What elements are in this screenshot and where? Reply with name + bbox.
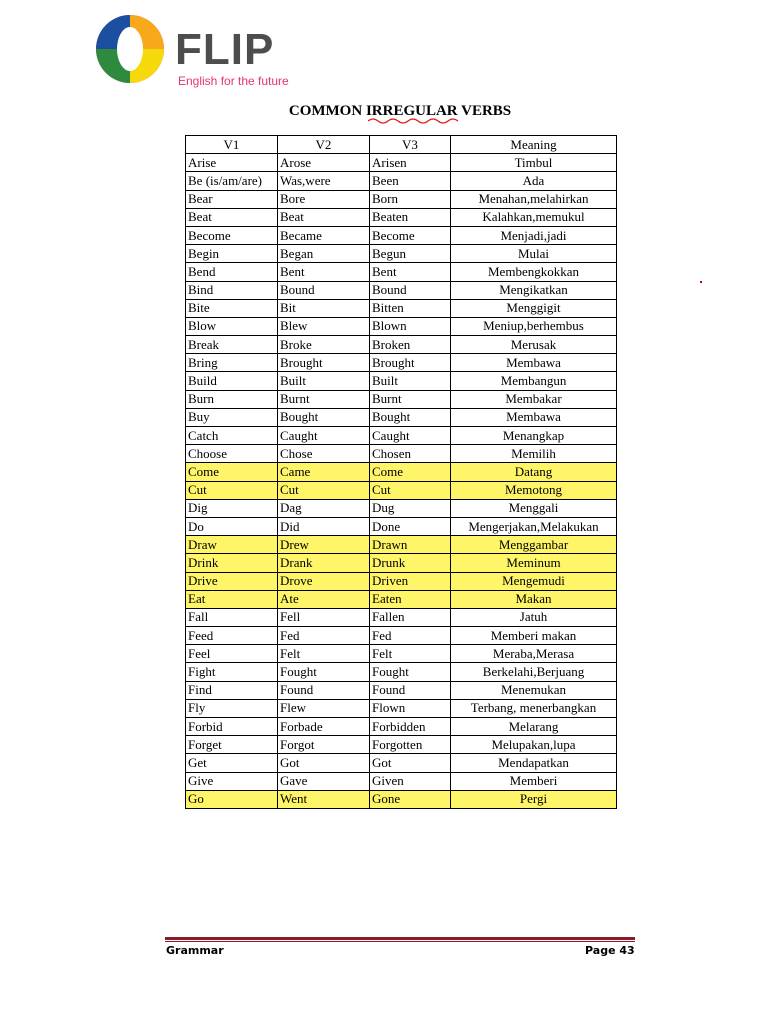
cell-v2: Did xyxy=(278,517,370,535)
cell-meaning: Mengikatkan xyxy=(451,281,617,299)
table-row xyxy=(186,699,617,717)
cell-meaning: Jatuh xyxy=(451,608,617,626)
cell-meaning: Berkelahi,Berjuang xyxy=(451,663,617,681)
cell-meaning: Menggigit xyxy=(451,299,617,317)
cell-v3: Burnt xyxy=(370,390,451,408)
cell-v1: Dig xyxy=(186,499,278,517)
cell-v1: Forget xyxy=(186,736,278,754)
cell-v3: Forbidden xyxy=(370,718,451,736)
cell-meaning: Meraba,Merasa xyxy=(451,645,617,663)
cell-v3: Blown xyxy=(370,317,451,335)
cell-v2: Broke xyxy=(278,336,370,354)
cell-meaning: Membengkokkan xyxy=(451,263,617,281)
cell-v1: Bind xyxy=(186,281,278,299)
cell-v2: Bore xyxy=(278,190,370,208)
cell-v3: Bitten xyxy=(370,299,451,317)
cell-v1: Bite xyxy=(186,299,278,317)
cell-v2: Bit xyxy=(278,299,370,317)
title-prefix: COMMON xyxy=(288,103,363,119)
cell-v1: Bear xyxy=(186,190,278,208)
table-row xyxy=(186,572,617,590)
table-row xyxy=(186,208,617,226)
cell-v2: Blew xyxy=(278,317,370,335)
cell-v3: Been xyxy=(370,172,451,190)
header-v2: V2 xyxy=(278,136,370,154)
cell-meaning: Terbang, menerbangkan xyxy=(451,699,617,717)
cell-v2: Fought xyxy=(278,663,370,681)
cell-v3: Built xyxy=(370,372,451,390)
cell-v1: Drive xyxy=(186,572,278,590)
cell-v3: Driven xyxy=(370,572,451,590)
cell-v3: Beaten xyxy=(370,208,451,226)
cell-v2: Came xyxy=(278,463,370,481)
cell-meaning: Mengemudi xyxy=(451,572,617,590)
cell-v3: Broken xyxy=(370,336,451,354)
flip-logo-icon xyxy=(95,14,165,84)
cell-v3: Drunk xyxy=(370,554,451,572)
table-row xyxy=(186,336,617,354)
cell-v2: Cut xyxy=(278,481,370,499)
cell-v3: Got xyxy=(370,754,451,772)
cell-v3: Flown xyxy=(370,699,451,717)
cell-v1: Buy xyxy=(186,408,278,426)
cell-v2: Began xyxy=(278,245,370,263)
cell-v2: Bound xyxy=(278,281,370,299)
cell-v2: Bought xyxy=(278,408,370,426)
cell-v1: Arise xyxy=(186,154,278,172)
cell-v2: Drew xyxy=(278,536,370,554)
cell-v2: Burnt xyxy=(278,390,370,408)
title-suffix: VERBS xyxy=(461,103,512,119)
cell-meaning: Mengerjakan,Melakukan xyxy=(451,517,617,535)
cell-v2: Forgot xyxy=(278,736,370,754)
cell-v2: Found xyxy=(278,681,370,699)
table-body xyxy=(186,154,617,809)
cell-v1: Cut xyxy=(186,481,278,499)
cell-v3: Drawn xyxy=(370,536,451,554)
cell-v1: Give xyxy=(186,772,278,790)
cell-meaning: Membangun xyxy=(451,372,617,390)
table-row xyxy=(186,608,617,626)
table-row xyxy=(186,245,617,263)
cell-meaning: Memilih xyxy=(451,445,617,463)
cell-v1: Build xyxy=(186,372,278,390)
header-meaning: Meaning xyxy=(451,136,617,154)
table-row xyxy=(186,281,617,299)
cell-meaning: Memotong xyxy=(451,481,617,499)
irregular-verbs-table xyxy=(185,135,617,809)
cell-v1: Choose xyxy=(186,445,278,463)
cell-v1: Catch xyxy=(186,427,278,445)
cell-v3: Cut xyxy=(370,481,451,499)
cell-meaning: Melarang xyxy=(451,718,617,736)
table-row xyxy=(186,372,617,390)
cell-v2: Arose xyxy=(278,154,370,172)
table-row xyxy=(186,736,617,754)
cell-v1: Fight xyxy=(186,663,278,681)
table-header-row xyxy=(186,136,617,154)
cell-meaning: Membawa xyxy=(451,408,617,426)
table-row xyxy=(186,718,617,736)
cell-v3: Dug xyxy=(370,499,451,517)
table-row xyxy=(186,645,617,663)
footer-page-number: Page 43 xyxy=(585,944,635,957)
cell-v2: Caught xyxy=(278,427,370,445)
cell-meaning: Pergi xyxy=(451,790,617,808)
cell-v2: Ate xyxy=(278,590,370,608)
cell-v2: Fell xyxy=(278,608,370,626)
cell-v1: Bend xyxy=(186,263,278,281)
cell-v3: Fought xyxy=(370,663,451,681)
cell-v1: Eat xyxy=(186,590,278,608)
cell-v1: Fly xyxy=(186,699,278,717)
cell-v2: Got xyxy=(278,754,370,772)
header-v3: V3 xyxy=(370,136,451,154)
cell-v2: Fed xyxy=(278,627,370,645)
table-row xyxy=(186,536,617,554)
cell-v2: Drank xyxy=(278,554,370,572)
cell-v1: Blow xyxy=(186,317,278,335)
table-row xyxy=(186,627,617,645)
table-row xyxy=(186,445,617,463)
cell-meaning: Merusak xyxy=(451,336,617,354)
table-row xyxy=(186,772,617,790)
cell-v2: Drove xyxy=(278,572,370,590)
cell-v3: Bound xyxy=(370,281,451,299)
cell-meaning: Mulai xyxy=(451,245,617,263)
brand-name: FLIP xyxy=(175,25,275,74)
cell-meaning: Meminum xyxy=(451,554,617,572)
cell-v2: Beat xyxy=(278,208,370,226)
cell-v1: Go xyxy=(186,790,278,808)
cell-v1: Do xyxy=(186,517,278,535)
cell-meaning: Menangkap xyxy=(451,427,617,445)
cell-v3: Fallen xyxy=(370,608,451,626)
cell-v1: Bring xyxy=(186,354,278,372)
cell-meaning: Menggali xyxy=(451,499,617,517)
table-row xyxy=(186,408,617,426)
cell-v2: Brought xyxy=(278,354,370,372)
cell-v3: Found xyxy=(370,681,451,699)
cell-v3: Given xyxy=(370,772,451,790)
cell-v3: Become xyxy=(370,226,451,244)
table-row xyxy=(186,226,617,244)
footer-rule-thin xyxy=(165,941,635,942)
cell-v3: Bent xyxy=(370,263,451,281)
footer-rule xyxy=(165,937,635,940)
cell-meaning: Memberi makan xyxy=(451,627,617,645)
cell-v1: Draw xyxy=(186,536,278,554)
cell-v3: Gone xyxy=(370,790,451,808)
table-row xyxy=(186,517,617,535)
table-row xyxy=(186,554,617,572)
cell-v1: Begin xyxy=(186,245,278,263)
cell-v1: Get xyxy=(186,754,278,772)
cell-v2: Built xyxy=(278,372,370,390)
cell-v2: Bent xyxy=(278,263,370,281)
table-row xyxy=(186,790,617,808)
cell-v1: Be (is/am/are) xyxy=(186,172,278,190)
cell-meaning: Membawa xyxy=(451,354,617,372)
cell-meaning: Memberi xyxy=(451,772,617,790)
cell-v1: Come xyxy=(186,463,278,481)
cell-v2: Dag xyxy=(278,499,370,517)
flip-logo xyxy=(95,14,295,94)
cell-v2: Gave xyxy=(278,772,370,790)
table-row xyxy=(186,463,617,481)
cell-meaning: Menggambar xyxy=(451,536,617,554)
cell-v1: Feel xyxy=(186,645,278,663)
table-row xyxy=(186,663,617,681)
cell-v1: Break xyxy=(186,336,278,354)
cell-meaning: Timbul xyxy=(451,154,617,172)
cell-v3: Forgotten xyxy=(370,736,451,754)
table-row xyxy=(186,481,617,499)
cell-v1: Feed xyxy=(186,627,278,645)
cell-meaning: Ada xyxy=(451,172,617,190)
table-row xyxy=(186,390,617,408)
cell-v2: Felt xyxy=(278,645,370,663)
cell-v3: Come xyxy=(370,463,451,481)
table-row xyxy=(186,154,617,172)
cell-v3: Felt xyxy=(370,645,451,663)
cell-meaning: Kalahkan,memukul xyxy=(451,208,617,226)
cell-v1: Drink xyxy=(186,554,278,572)
table-row xyxy=(186,263,617,281)
table-row xyxy=(186,590,617,608)
stray-mark xyxy=(700,281,702,283)
cell-v1: Fall xyxy=(186,608,278,626)
title-underlined: IRREGULAR xyxy=(365,103,458,119)
cell-v2: Chose xyxy=(278,445,370,463)
footer-section: Grammar xyxy=(166,944,224,957)
cell-meaning: Menjadi,jadi xyxy=(451,226,617,244)
table-row xyxy=(186,499,617,517)
table-row xyxy=(186,172,617,190)
table-row xyxy=(186,427,617,445)
spellcheck-squiggle xyxy=(368,117,458,125)
table-row xyxy=(186,190,617,208)
cell-meaning: Menahan,melahirkan xyxy=(451,190,617,208)
table-row xyxy=(186,681,617,699)
cell-meaning: Membakar xyxy=(451,390,617,408)
table-row xyxy=(186,354,617,372)
cell-v3: Bought xyxy=(370,408,451,426)
cell-v3: Arisen xyxy=(370,154,451,172)
cell-meaning: Meniup,berhembus xyxy=(451,317,617,335)
cell-v1: Become xyxy=(186,226,278,244)
cell-v3: Fed xyxy=(370,627,451,645)
cell-v2: Forbade xyxy=(278,718,370,736)
table-row xyxy=(186,299,617,317)
cell-v3: Done xyxy=(370,517,451,535)
cell-v3: Chosen xyxy=(370,445,451,463)
cell-v3: Caught xyxy=(370,427,451,445)
header-v1: V1 xyxy=(186,136,278,154)
cell-v3: Eaten xyxy=(370,590,451,608)
cell-v2: Was,were xyxy=(278,172,370,190)
cell-v1: Burn xyxy=(186,390,278,408)
table-row xyxy=(186,317,617,335)
cell-meaning: Makan xyxy=(451,590,617,608)
brand-tagline: English for the future xyxy=(178,74,289,88)
table-row xyxy=(186,754,617,772)
cell-v3: Brought xyxy=(370,354,451,372)
cell-v3: Born xyxy=(370,190,451,208)
cell-v2: Went xyxy=(278,790,370,808)
cell-meaning: Datang xyxy=(451,463,617,481)
cell-v1: Beat xyxy=(186,208,278,226)
cell-meaning: Melupakan,lupa xyxy=(451,736,617,754)
cell-v2: Became xyxy=(278,226,370,244)
cell-v2: Flew xyxy=(278,699,370,717)
cell-v3: Begun xyxy=(370,245,451,263)
cell-meaning: Menemukan xyxy=(451,681,617,699)
cell-v1: Forbid xyxy=(186,718,278,736)
cell-meaning: Mendapatkan xyxy=(451,754,617,772)
cell-v1: Find xyxy=(186,681,278,699)
